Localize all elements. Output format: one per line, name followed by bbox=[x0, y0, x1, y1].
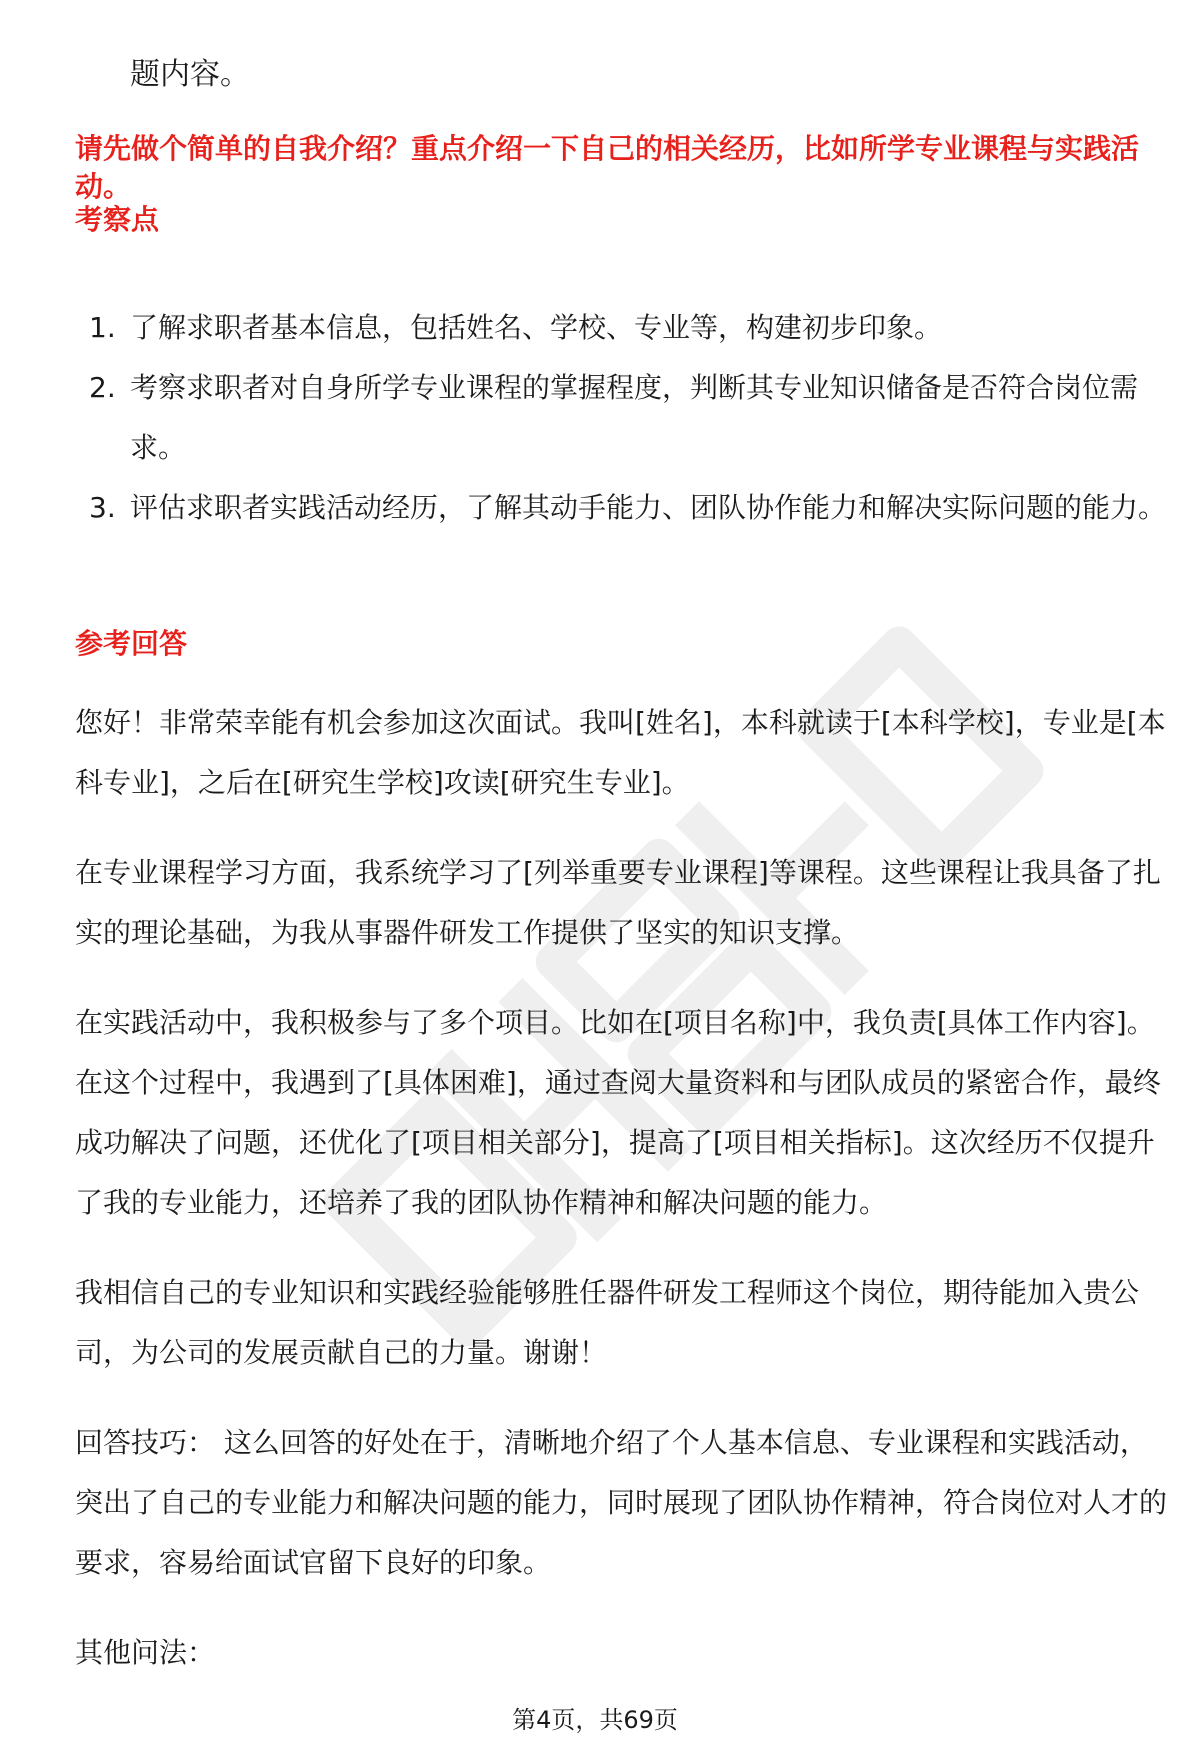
document-page bbox=[75, 0, 1170, 1755]
point-number: 3. bbox=[89, 491, 116, 524]
answer-paragraph: 在专业课程学习方面，我系统学习了[列举重要专业课程]等课程。这些课程让我具备了扎实的理论基础，为我从事器件研发工作提供了坚实的知识支撑。 bbox=[75, 856, 1161, 949]
point-number: 1. bbox=[89, 311, 116, 344]
points-list bbox=[75, 298, 1170, 538]
answer-paragraph: 您好！非常荣幸能有机会参加这次面试。我叫[姓名]，本科就读于[本科学校]，专业是[本科专业]，之后在[研究生学校]攻读[研究生专业]。 bbox=[75, 706, 1166, 799]
page-footer: 第4页，共69页 bbox=[512, 1706, 678, 1734]
continued-text: 题内容。 bbox=[130, 57, 250, 92]
point-item bbox=[75, 478, 1170, 538]
point-text: 评估求职者实践活动经历，了解其动手能力、团队协作能力和解决实际问题的能力。 bbox=[130, 491, 1167, 524]
answer-title: 参考回答 bbox=[75, 627, 188, 660]
answer-paragraph: 我相信自己的专业知识和实践经验能够胜任器件研发工程师这个岗位，期待能加入贵公司，为公司的发展贡献自己的力量。谢谢！ bbox=[75, 1276, 1140, 1369]
point-item bbox=[75, 298, 1170, 358]
answer-tips: 回答技巧： 这么回答的好处在于，清晰地介绍了个人基本信息、专业课程和实践活动，突出了自己的专业能力和解决问题的能力，同时展现了团队协作精神，符合岗位对人才的要求，容易给面试官留下良好的印象。 bbox=[75, 1426, 1168, 1579]
question-heading: 请先做个简单的自我介绍？重点介绍一下自己的相关经历，比如所学专业课程与实践活动。 bbox=[75, 132, 1140, 203]
other-questions-label: 其他问法： bbox=[75, 1636, 216, 1669]
point-text: 考察求职者对自身所学专业课程的掌握程度，判断其专业知识储备是否符合岗位需求。 bbox=[130, 371, 1139, 464]
points-title: 考察点 bbox=[75, 203, 160, 236]
answer-paragraph: 在实践活动中，我积极参与了多个项目。比如在[项目名称]中，我负责[具体工作内容]。在这个过程中，我遇到了[具体困难]，通过查阅大量资料和与团队成员的紧密合作，最终成功解决了问题，还优化了[项目相关部分]，提高了[项目相关指标]。这次经历不仅提升了我的专业能力，还培养了我的团队协作精神和解决问题的能力。 bbox=[75, 1006, 1161, 1219]
point-item bbox=[75, 358, 1170, 478]
point-number: 2. bbox=[89, 371, 116, 404]
point-text: 了解求职者基本信息，包括姓名、学校、专业等，构建初步印象。 bbox=[130, 311, 943, 344]
